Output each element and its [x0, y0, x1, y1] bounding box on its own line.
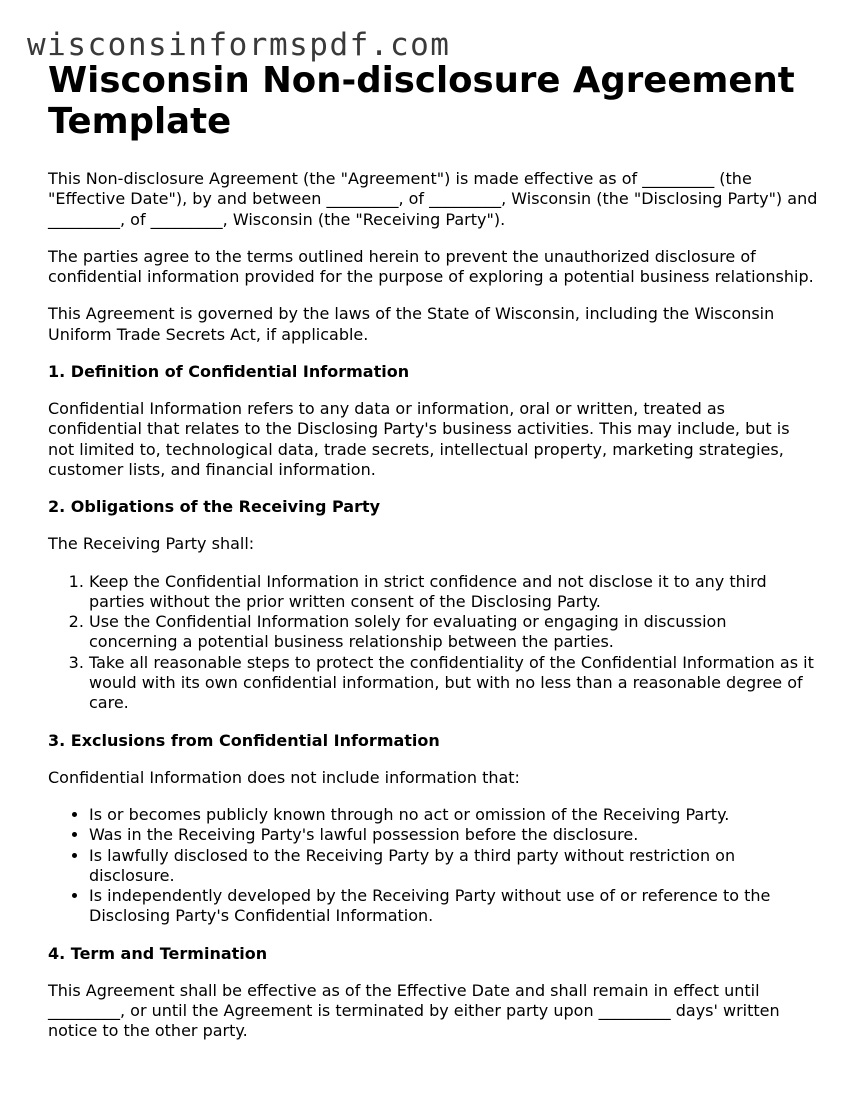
- intro-paragraph-parties: This Non-disclosure Agreement (the "Agreement") is made effective as of _________ (the "Effective Date"), by and between _________, of _________, Wisconsin (the "Disclosing Party") and _________, of _________, Wisconsin (the "Receiving Party").: [48, 169, 818, 229]
- section-definition-text: Confidential Information refers to any data or information, oral or written, treated as confidential that relates to the Disclosing Party's business activities. This may include, but is not limited to, technological data, trade secrets, intellectual property, marketing strategies, customer lists, and financial information.: [48, 399, 790, 479]
- section-exclusions-lead: Confidential Information does not include information that:: [48, 767, 520, 787]
- exclusions-list: [48, 805, 818, 927]
- list-item: 1. Keep the Confidential Information in strict confidence and not disclose it to any third parties without the prior written consent of the Disclosing Party.: [89, 572, 818, 613]
- list-item: • Is or becomes publicly known through no act or omission of the Receiving Party.: [89, 805, 818, 825]
- list-item: • Was in the Receiving Party's lawful possession before the disclosure.: [89, 825, 818, 845]
- obligations-list: [48, 572, 818, 714]
- site-watermark: wisconsinformspdf.com: [27, 27, 451, 63]
- section-heading-obligations: 2. Obligations of the Receiving Party: [48, 497, 381, 517]
- section-heading-term: 4. Term and Termination: [48, 943, 268, 963]
- document-body: [48, 60, 818, 1059]
- list-item: 3. Take all reasonable steps to protect the confidentiality of the Confidential Information as it would with its own confidential information, but with no less than a reasonable degree of care.: [89, 653, 818, 714]
- section-heading-exclusions: 3. Exclusions from Confidential Information: [48, 730, 440, 750]
- intro-paragraph-governing-law: This Agreement is governed by the laws of the State of Wisconsin, including the Wisconsin Uniform Trade Secrets Act, if applicable.: [48, 304, 775, 344]
- list-item: • Is independently developed by the Receiving Party without use of or reference to the Disclosing Party's Confidential Information.: [89, 886, 818, 927]
- section-heading-definition: 1. Definition of Confidential Information: [48, 362, 410, 382]
- intro-paragraph-purpose: The parties agree to the terms outlined herein to prevent the unauthorized disclosure of confidential information provided for the purpose of exploring a potential business relationship.: [48, 246, 814, 287]
- section-obligations-lead: The Receiving Party shall:: [48, 534, 255, 554]
- list-item: • Is lawfully disclosed to the Receiving Party by a third party without restriction on disclosure.: [89, 846, 818, 887]
- list-item: 2. Use the Confidential Information solely for evaluating or engaging in discussion concerning a potential business relationship between the parties.: [89, 612, 818, 653]
- document-title: Wisconsin Non-disclosure Agreement Template: [48, 60, 795, 142]
- section-term-text: This Agreement shall be effective as of the Effective Date and shall remain in effect until _________, or until the Agreement is terminated by either party upon _________ days' written notice to the other party.: [48, 980, 780, 1041]
